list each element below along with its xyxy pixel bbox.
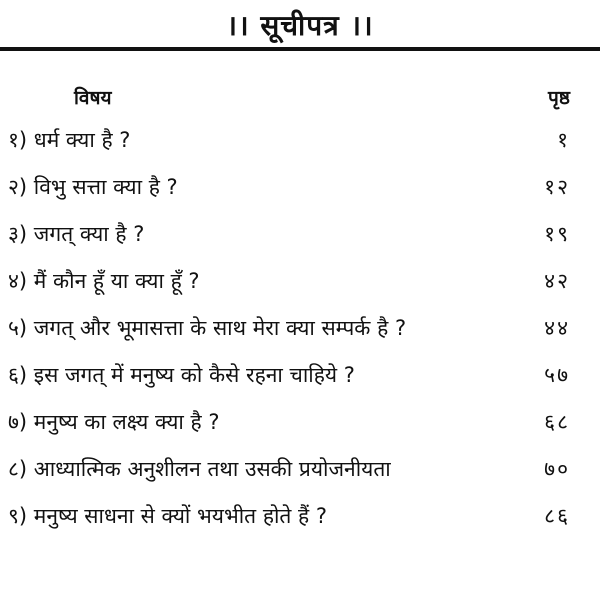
contents-entry [0,220,600,267]
entry-topic: ६) इस जगत् में मनुष्य को कैसे रहना चाहिये ? [8,363,355,387]
entry-page-number: ८६ [544,504,570,528]
entry-page-number: ४२ [544,269,570,293]
contents-entry [0,408,600,455]
entry-page-number: १२ [544,175,570,199]
entry-topic: ८) आध्यात्मिक अनुशीलन तथा उसकी प्रयोजनीयता [8,457,391,481]
contents-entry [0,126,600,173]
entry-topic: २) विभु सत्ता क्या है ? [8,175,178,199]
contents-entry [0,267,600,314]
contents-entry [0,455,600,502]
entry-page-number: ४४ [544,316,570,340]
entry-topic: ७) मनुष्य का लक्ष्य क्या है ? [8,410,220,434]
entry-page-number: ५७ [544,363,570,387]
entry-topic: ९) मनुष्य साधना से क्यों भयभीत होते हैं ? [8,504,328,528]
entry-topic: ५) जगत् और भूमासत्ता के साथ मेरा क्या सम्पर्क है ? [8,316,407,340]
page-column-header: पृष्ठ [548,87,570,109]
entry-topic: १) धर्म क्या है ? [8,128,131,152]
contents-entry [0,502,600,549]
entry-page-number: १ [557,128,570,152]
entry-page-number: १९ [544,222,570,246]
contents-entry [0,173,600,220]
contents-entry [0,361,600,408]
contents-entry [0,314,600,361]
entry-page-number: ६८ [544,410,570,434]
entry-topic: ३) जगत् क्या है ? [8,222,145,246]
topic-column-header: विषय [74,87,112,109]
entry-page-number: ७० [544,457,570,481]
title-divider [0,47,600,51]
page-title: ।। सूचीपत्र ।। [226,9,374,42]
entry-topic: ४) मैं कौन हूँ या क्या हूँ ? [8,269,200,293]
contents-list [0,126,600,549]
